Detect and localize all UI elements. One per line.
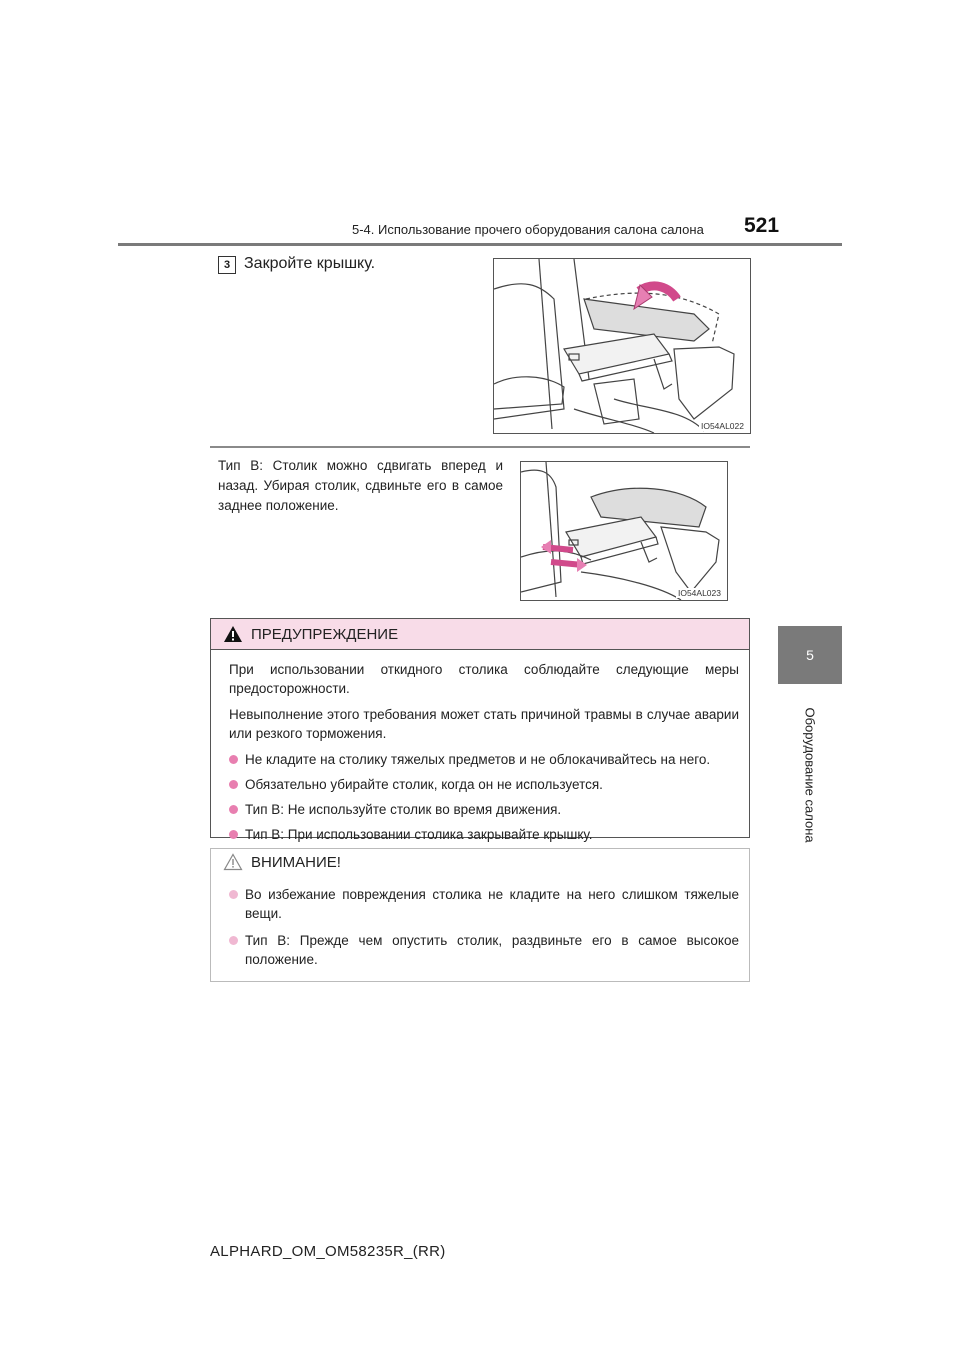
- header-rule: [118, 243, 842, 246]
- page-number: 521: [744, 214, 780, 237]
- warning-consequence: Невыполнение этого требования может стать причиной травмы в случае аварии или резкого торможения.: [229, 707, 739, 741]
- chapter-tab: 5: [778, 626, 842, 684]
- figure-code: IO54AL023: [677, 588, 721, 598]
- bullet-icon: [229, 936, 238, 945]
- section-divider: [210, 446, 750, 448]
- step-instruction: Закройте крышку.: [244, 255, 376, 272]
- bullet-icon: [229, 830, 238, 839]
- warning-intro: При использовании откидного столика соблюдайте следующие меры предосторожности.: [229, 662, 739, 696]
- warning-triangle-icon: [223, 625, 243, 643]
- figure-close-cover: [493, 258, 751, 434]
- bullet-icon: [229, 890, 238, 899]
- document-footer: ALPHARD_OM_OM58235R_(RR): [210, 1243, 446, 1260]
- chapter-label: Оборудование салона: [802, 707, 818, 843]
- caution-item: Тип B: Прежде чем опустить столик, раздвиньте его в самое высокое положение.: [229, 931, 739, 969]
- armrest-cover-illustration: [494, 259, 750, 433]
- warning-box: [210, 618, 750, 842]
- warning-item: Не кладите на столику тяжелых предметов и не облокачивайтесь на него.: [229, 750, 739, 769]
- bullet-icon: [229, 755, 238, 764]
- caution-triangle-icon: [223, 853, 243, 871]
- sliding-table-illustration: [521, 462, 727, 600]
- figure-slide-table: [520, 461, 728, 601]
- bullet-icon: [229, 780, 238, 789]
- warning-title: ПРЕДУПРЕЖДЕНИЕ: [251, 625, 399, 643]
- figure-code: IO54AL022: [700, 421, 744, 431]
- type-b-description: Тип B: Столик можно сдвигать вперед и назад. Убирая столик, сдвиньте его в самое заднее положение.: [218, 458, 503, 513]
- warning-item: Тип B: Не используйте столик во время движения.: [229, 800, 739, 819]
- caution-box: [210, 848, 750, 982]
- section-title: 5-4. Использование прочего оборудования салона салона: [352, 222, 704, 237]
- warning-header: [211, 619, 749, 650]
- caution-title: ВНИМАНИЕ!: [251, 853, 341, 871]
- caution-item: Во избежание повреждения столика не кладите на него слишком тяжелые вещи.: [229, 885, 739, 923]
- warning-item: Обязательно убирайте столик, когда он не используется.: [229, 775, 739, 794]
- bullet-icon: [229, 805, 238, 814]
- caution-header: [211, 849, 749, 875]
- step-number-badge: 3: [218, 256, 236, 274]
- warning-item: Тип B: При использовании столика закрывайте крышку.: [229, 825, 739, 844]
